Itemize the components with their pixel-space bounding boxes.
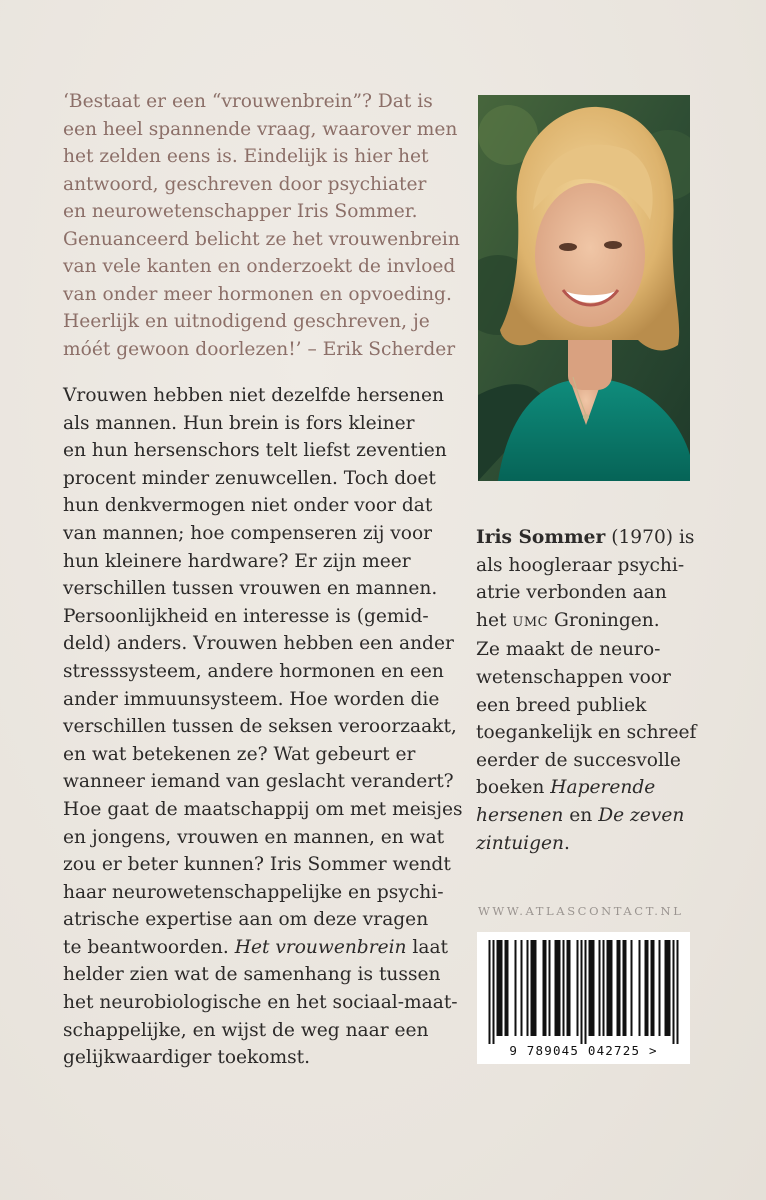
barcode-bar bbox=[521, 940, 523, 1036]
barcode-bar bbox=[665, 940, 667, 1036]
barcode-bar bbox=[585, 940, 587, 1044]
barcode-bar bbox=[549, 940, 551, 1036]
barcode-bar bbox=[667, 940, 669, 1036]
barcode-bar bbox=[651, 940, 653, 1036]
bio-line bbox=[476, 774, 716, 802]
author-photo bbox=[478, 95, 690, 481]
bio-line bbox=[476, 607, 716, 637]
bio-fragment: Groningen. bbox=[548, 609, 660, 631]
blurb-line: het neurobiologische en het sociaal-maat- bbox=[63, 992, 458, 1014]
barcode-bar bbox=[559, 940, 561, 1036]
endorsement-quote bbox=[63, 88, 463, 363]
barcode-bar bbox=[557, 940, 559, 1036]
quote-line: antwoord, geschreven door psychiater bbox=[63, 173, 427, 195]
barcode-bar bbox=[489, 940, 491, 1044]
author-name: Iris Sommer bbox=[476, 527, 606, 548]
barcode-bar bbox=[581, 940, 583, 1044]
author-bio bbox=[476, 524, 716, 857]
blurb-text bbox=[63, 382, 463, 1072]
bio-line: als hoogleraar psychi- bbox=[476, 554, 685, 576]
barcode-bar bbox=[619, 940, 621, 1036]
blurb-line: stresssysteem, andere hormonen en een bbox=[63, 660, 444, 682]
book-title-italic: hersenen bbox=[476, 804, 564, 826]
blurb-line: gelijkwaardiger toekomst. bbox=[63, 1047, 311, 1069]
barcode-bar bbox=[677, 940, 679, 1044]
quote-line: móét gewoon doorlezen!’ – Erik Scherder bbox=[63, 338, 456, 360]
barcode-bar bbox=[569, 940, 571, 1036]
barcode-bar bbox=[515, 940, 517, 1036]
bio-line: toegankelijk en schreef bbox=[476, 722, 697, 744]
bio-fragment: . bbox=[564, 832, 570, 854]
bio-line: eerder de succesvolle bbox=[476, 749, 681, 771]
publisher-url[interactable]: WWW.ATLASCONTACT.NL bbox=[478, 904, 684, 918]
barcode-bar bbox=[545, 940, 547, 1036]
blurb-line: ander immuunsysteem. Hoe worden die bbox=[63, 688, 440, 710]
barcode-bar bbox=[609, 940, 611, 1036]
quote-line: Genuanceerd belicht ze het vrouwenbrein bbox=[63, 228, 460, 250]
blurb-line: helder zien wat de samenhang is tussen bbox=[63, 964, 441, 986]
blurb-line: Persoonlijkheid en interesse is (gemid- bbox=[63, 605, 429, 627]
barcode-bar bbox=[631, 940, 633, 1036]
barcode-bar bbox=[607, 940, 609, 1036]
quote-line: Heerlijk en uitnodigend geschreven, je bbox=[63, 311, 430, 332]
barcode-bar bbox=[505, 940, 507, 1036]
umc-smallcaps: UMC bbox=[512, 614, 549, 630]
blurb-line: zou er beter kunnen? Iris Sommer wendt bbox=[63, 854, 451, 876]
bio-fragment: en bbox=[563, 804, 599, 826]
barcode-bar bbox=[535, 940, 537, 1036]
bio-line: atrie verbonden aan bbox=[476, 582, 667, 604]
quote-line: het zelden eens is. Eindelijk is hier het bbox=[63, 146, 429, 167]
barcode-bar bbox=[501, 940, 503, 1036]
book-title-italic: De zeven bbox=[598, 804, 685, 826]
barcode-bar bbox=[563, 940, 565, 1036]
blurb-line: wanneer iemand van geslacht verandert? bbox=[63, 771, 454, 793]
barcode-bar bbox=[623, 940, 625, 1036]
book-title-italic: Het vrouwenbrein bbox=[234, 936, 407, 958]
barcode-bar bbox=[611, 940, 613, 1036]
isbn-barcode bbox=[477, 932, 690, 1064]
quote-line: en neurowetenschapper Iris Sommer. bbox=[63, 201, 418, 222]
blurb-line: verschillen tussen de seksen veroorzaakt, bbox=[63, 716, 457, 738]
barcode-bar bbox=[497, 940, 499, 1036]
blurb-line: schappelijke, en wijst de weg naar een bbox=[63, 1019, 429, 1041]
author-birth-year: (1970) is bbox=[605, 527, 695, 548]
barcode-bar bbox=[659, 940, 661, 1036]
author-portrait-illustration bbox=[478, 95, 690, 481]
barcode-bar bbox=[493, 940, 495, 1044]
blurb-line: en jongens, vrouwen en mannen, en wat bbox=[63, 826, 445, 848]
blurb-line: verschillen tussen vrouwen en mannen. bbox=[63, 578, 438, 600]
barcode-bar bbox=[499, 940, 501, 1036]
barcode-bar bbox=[589, 940, 591, 1036]
barcode-bar bbox=[567, 940, 569, 1036]
bio-line: wetenschappen voor bbox=[476, 666, 671, 688]
bio-fragment: het bbox=[476, 609, 513, 631]
blurb-line: en hun hersenschors telt liefst zeventien bbox=[63, 440, 447, 462]
barcode-bar bbox=[645, 940, 647, 1036]
bio-line bbox=[476, 524, 716, 552]
quote-line: van onder meer hormonen en opvoeding. bbox=[63, 283, 452, 305]
quote-line: ‘Bestaat er een “vrouwenbrein”? Dat is bbox=[63, 91, 433, 112]
bio-fragment: boeken bbox=[476, 777, 551, 799]
barcode-bar bbox=[593, 940, 595, 1036]
blurb-line: hun denkvermogen niet onder voor dat bbox=[63, 495, 433, 517]
book-title-italic: zintuigen bbox=[476, 832, 564, 854]
blurb-line: van mannen; hoe compenseren zij voor bbox=[63, 522, 433, 544]
blurb-fragment: te beantwoorden. bbox=[63, 936, 235, 958]
blurb-line: atrische expertise aan om deze vragen bbox=[63, 909, 429, 931]
barcode-bar bbox=[527, 940, 529, 1036]
isbn-number: 9 789045 042725 > bbox=[509, 1043, 658, 1058]
bio-line: Ze maakt de neuro- bbox=[476, 639, 661, 661]
barcode-bar bbox=[507, 940, 509, 1036]
blurb-fragment: laat bbox=[406, 936, 449, 958]
barcode-bar bbox=[669, 940, 671, 1036]
blurb-line: haar neurowetenschappelijke en psychi- bbox=[63, 881, 444, 903]
barcode-bar bbox=[531, 940, 533, 1036]
book-title-italic: Haperende bbox=[550, 777, 656, 799]
bio-line bbox=[476, 830, 716, 858]
quote-line: van vele kanten en onderzoekt de invloed bbox=[63, 256, 456, 277]
blurb-line: en wat betekenen ze? Wat gebeurt er bbox=[63, 743, 416, 765]
blurb-line-with-title bbox=[63, 934, 463, 962]
barcode-bar bbox=[653, 940, 655, 1036]
quote-line: een heel spannende vraag, waarover men bbox=[63, 118, 458, 140]
barcode-bar bbox=[533, 940, 535, 1036]
blurb-line: deld) anders. Vrouwen hebben een ander bbox=[63, 633, 454, 655]
barcode-bar bbox=[591, 940, 593, 1036]
barcode-bar bbox=[673, 940, 675, 1044]
barcode-bar bbox=[577, 940, 579, 1036]
barcode-bar bbox=[625, 940, 627, 1036]
bio-line bbox=[476, 802, 716, 830]
blurb-line: Vrouwen hebben niet dezelfde hersenen bbox=[63, 385, 444, 406]
barcode-bar bbox=[639, 940, 641, 1036]
barcode-bar bbox=[543, 940, 545, 1036]
blurb-line: procent minder zenuwcellen. Toch doet bbox=[63, 467, 436, 489]
barcode-bar bbox=[599, 940, 601, 1036]
bio-line: een breed publiek bbox=[476, 694, 647, 716]
blurb-line: hun kleinere hardware? Er zijn meer bbox=[63, 550, 411, 572]
barcode-bar bbox=[603, 940, 605, 1036]
barcode-bar bbox=[555, 940, 557, 1036]
blurb-line: als mannen. Hun brein is fors kleiner bbox=[63, 412, 415, 434]
barcode-bar bbox=[617, 940, 619, 1036]
blurb-line: Hoe gaat de maatschappij om met meisjes bbox=[63, 798, 463, 820]
barcode-bar bbox=[647, 940, 649, 1036]
